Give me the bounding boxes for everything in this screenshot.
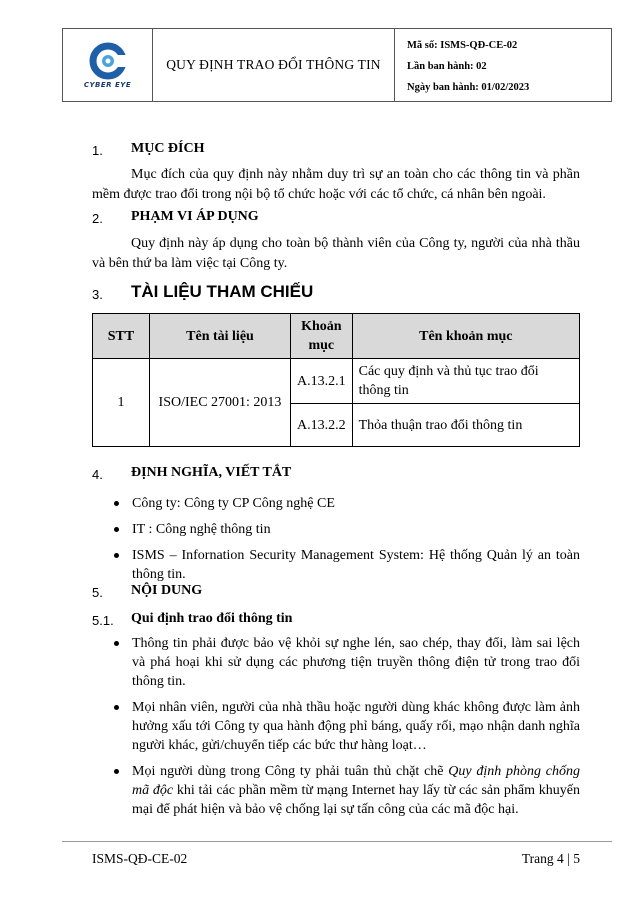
- section-4-number: 4.: [92, 467, 103, 482]
- section-2-number: 2.: [92, 211, 103, 226]
- subsection-5-1-heading: Qui định trao đổi thông tin: [131, 611, 293, 626]
- list-item-text: Mọi người dùng trong Công ty phải tuân thủ chặt chẽ: [132, 764, 449, 779]
- list-item: Mọi nhân viên, người của nhà thầu hoặc người dùng khác không được làm ảnh hưởng xấu tới Công ty qua hành động phỉ báng, quấy rối, mạo nhận danh nghĩa người khác, gửi/chuyển tiếp các bức thư hàng loạt…: [112, 698, 580, 755]
- col-header-doc: Tên tài liệu: [150, 314, 291, 359]
- cell-clause: A.13.2.2: [291, 404, 353, 447]
- footer-divider: [62, 841, 612, 842]
- section-3-number: 3.: [92, 287, 103, 302]
- section-1-number: 1.: [92, 143, 103, 158]
- list-item: ISMS – Infornation Security Management System: Hệ thống Quản lý an toàn thông tin.: [112, 546, 580, 584]
- section-4-heading: ĐỊNH NGHĨA, VIẾT TẮT: [131, 465, 292, 480]
- cell-stt: 1: [93, 359, 150, 447]
- content-list: [112, 634, 580, 819]
- document-title: QUY ĐỊNH TRAO ĐỔI THÔNG TIN: [153, 29, 395, 101]
- table-row: [93, 359, 580, 404]
- definitions-list: [112, 494, 580, 584]
- cell-doc: ISO/IEC 27001: 2013: [150, 359, 291, 447]
- footer-doc-code: ISMS-QĐ-CE-02: [92, 851, 188, 866]
- section-5-heading: NỘI DUNG: [131, 583, 203, 598]
- section-3-heading: TÀI LIỆU THAM CHIẾU: [131, 282, 314, 301]
- col-header-stt: STT: [93, 314, 150, 359]
- section-1-heading: MỤC ĐÍCH: [131, 141, 205, 156]
- section-2-text: Quy định này áp dụng cho toàn bộ thành viên của Công ty, người của nhà thầu và bên thứ ba làm việc tại Công ty.: [92, 236, 580, 271]
- logo-text: CYBER EYE: [83, 80, 132, 89]
- section-5-number: 5.: [92, 585, 103, 600]
- col-header-clause: Khoản mục: [291, 314, 353, 359]
- list-item: [112, 762, 580, 819]
- document-meta: [395, 29, 611, 101]
- footer-page-number: Trang 4 | 5: [521, 851, 580, 866]
- cell-clause: A.13.2.1: [291, 359, 353, 404]
- document-header: [62, 28, 612, 102]
- cell-clause-name: Các quy định và thủ tục trao đổi thông tin: [352, 359, 579, 404]
- subsection-5-1-number: 5.1.: [92, 613, 114, 628]
- section-1-text: Mục đích của quy định này nhằm duy trì sự an toàn cho các thông tin và phần mềm được trao đổi trong nội bộ tổ chức hoặc với các tổ chức, cá nhân bên ngoài.: [92, 167, 580, 202]
- cyber-eye-logo-icon: [87, 42, 129, 80]
- section-2-body: [92, 234, 580, 274]
- col-header-clause-name: Tên khoản mục: [352, 314, 579, 359]
- table-header-row: [93, 314, 580, 359]
- edition: Lần ban hành: 02: [407, 61, 487, 72]
- reference-table: [92, 313, 580, 447]
- cell-clause-name: Thỏa thuận trao đổi thông tin: [352, 404, 579, 447]
- issue-date: Ngày ban hành: 01/02/2023: [407, 82, 530, 93]
- list-item: IT : Công nghệ thông tin: [112, 520, 580, 539]
- section-2-heading: PHẠM VI ÁP DỤNG: [131, 209, 259, 224]
- section-1-body: [92, 165, 580, 205]
- list-item: Công ty: Công ty CP Công nghệ CE: [112, 494, 580, 513]
- doc-code: Mã số: ISMS-QĐ-CE-02: [407, 40, 518, 51]
- policy-reference: Quy định phòng chống mã độc: [132, 764, 580, 798]
- list-item-text: khi tải các phần mềm từ mạng Internet hay lấy từ các sản phẩm khuyến mại để phát hiện và bảo vệ chống lại sự tấn công của các mã độc hại.: [132, 783, 580, 817]
- list-item: Thông tin phải được bảo vệ khỏi sự nghe lén, sao chép, thay đổi, làm sai lệch và phá hoại khi sử dụng các phương tiện truyền thông điện tử trong trao đổi thông tin.: [112, 634, 580, 691]
- logo-cell: [63, 29, 153, 101]
